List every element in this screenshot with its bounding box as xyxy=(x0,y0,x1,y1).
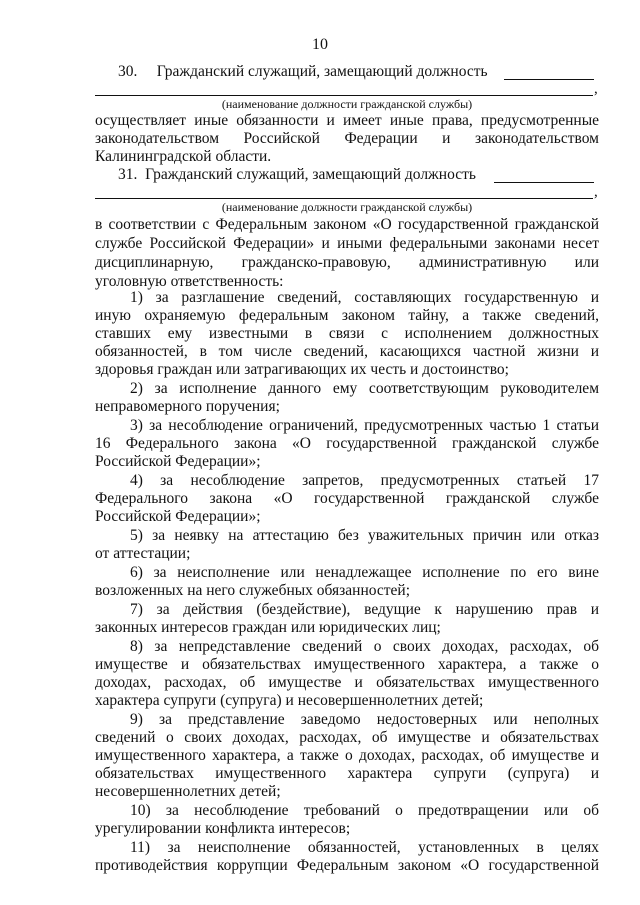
body-line: имуществе и обязательствах имущественного характера, а также о xyxy=(95,656,599,673)
body-line: от аттестации; xyxy=(95,545,191,562)
body-line: несовершеннолетних детей; xyxy=(95,783,281,800)
body-line: сведений о своих доходах, расходах, об имуществе и обязательствах xyxy=(95,729,599,746)
body-line: законных интересов граждан или юридических лиц; xyxy=(95,619,441,636)
body-line: обязанностей, в том числе сведений, касающихся частной жизни и xyxy=(95,343,599,360)
item30-comma: , xyxy=(594,81,598,97)
item30-line-2: законодательством Российской Федерации и законодательством xyxy=(95,130,599,147)
body-line: урегулировании конфликта интересов; xyxy=(95,820,351,837)
item31-position-blank-short xyxy=(494,182,594,183)
item30-position-blank-line xyxy=(95,95,593,96)
body-line: 6) за неисполнение или ненадлежащее исполнение по его вине xyxy=(130,564,599,581)
body-line: 11) за неисполнение обязанностей, установленных в целях xyxy=(130,839,599,856)
body-line: 1) за разглашение сведений, составляющих государственную и xyxy=(130,289,599,306)
item31-heading: 31. Гражданский служащий, замещающий должность xyxy=(118,166,476,183)
item31-line-1: в соответствии с Федеральным законом «О государственной гражданской xyxy=(95,216,599,233)
body-line: 8) за непредставление сведений о своих доходах, расходах, об xyxy=(130,638,599,655)
body-line: неправомерного поручения; xyxy=(95,398,280,415)
item31-position-blank-line xyxy=(95,198,593,199)
body-line: иную охраняемую федеральным законом тайну, а также сведений, xyxy=(95,307,599,324)
body-line: обязательствах имущественного характера супруги (супруга) и xyxy=(95,765,599,782)
body-line: возложенных на него служебных обязанностей; xyxy=(95,582,411,599)
body-line: 2) за исполнение данного ему соответствующим руководителем xyxy=(130,380,599,397)
item31-line-3: дисциплинарную, гражданско-правовую, административную или xyxy=(95,254,599,271)
body-line: 10) за несоблюдение требований о предотвращении или об xyxy=(130,802,599,819)
item31-line-2: службе Российской Федерации» и иными федеральными законами несет xyxy=(95,235,599,252)
item31-caption: (наименование должности гражданской службы) xyxy=(221,200,473,214)
item30-line-3: Калининградской области. xyxy=(95,148,272,165)
body-line: Российской Федерации»; xyxy=(95,508,261,525)
body-line: ставших ему известными в связи с исполнением должностных xyxy=(95,325,599,342)
item31-comma: , xyxy=(594,184,598,200)
item30-line-1: осуществляет иные обязанности и имеет иные права, предусмотренные xyxy=(95,112,599,129)
body-line: 3) за несоблюдение ограничений, предусмотренных частью 1 статьи xyxy=(130,417,599,434)
item30-caption: (наименование должности гражданской службы) xyxy=(221,97,473,111)
body-line: 7) за действия (бездействие), ведущие к нарушению прав и xyxy=(130,601,599,618)
item30-heading: 30. Гражданский служащий, замещающий должность xyxy=(118,63,488,80)
body-line: доходах, расходах, об имуществе и обязательствах имущественного xyxy=(95,674,599,691)
body-line: Федерального закона «О государственной гражданской службе xyxy=(95,490,599,507)
body-line: здоровья граждан или затрагивающих их честь и достоинство; xyxy=(95,361,509,378)
page-number: 10 xyxy=(312,36,328,53)
item31-line-4: уголовную ответственность: xyxy=(95,273,284,290)
body-line: Российской Федерации»; xyxy=(95,453,261,470)
body-line: 5) за неявку на аттестацию без уважительных причин или отказ xyxy=(130,527,599,544)
body-line: имущественного характера, а также о доходах, расходах, об имуществе и xyxy=(95,747,599,764)
body-line: характера супруги (супруга) и несовершеннолетних детей; xyxy=(95,692,484,709)
item30-position-blank-short xyxy=(504,79,594,80)
body-line: 9) за представление заведомо недостоверных или неполных xyxy=(130,711,599,728)
body-line: противодействия коррупции Федеральным законом «О государственной xyxy=(95,857,599,874)
body-line: 4) за несоблюдение запретов, предусмотренных статьей 17 xyxy=(130,472,599,489)
body-line: 16 Федерального закона «О государственной гражданской службе xyxy=(95,435,599,452)
